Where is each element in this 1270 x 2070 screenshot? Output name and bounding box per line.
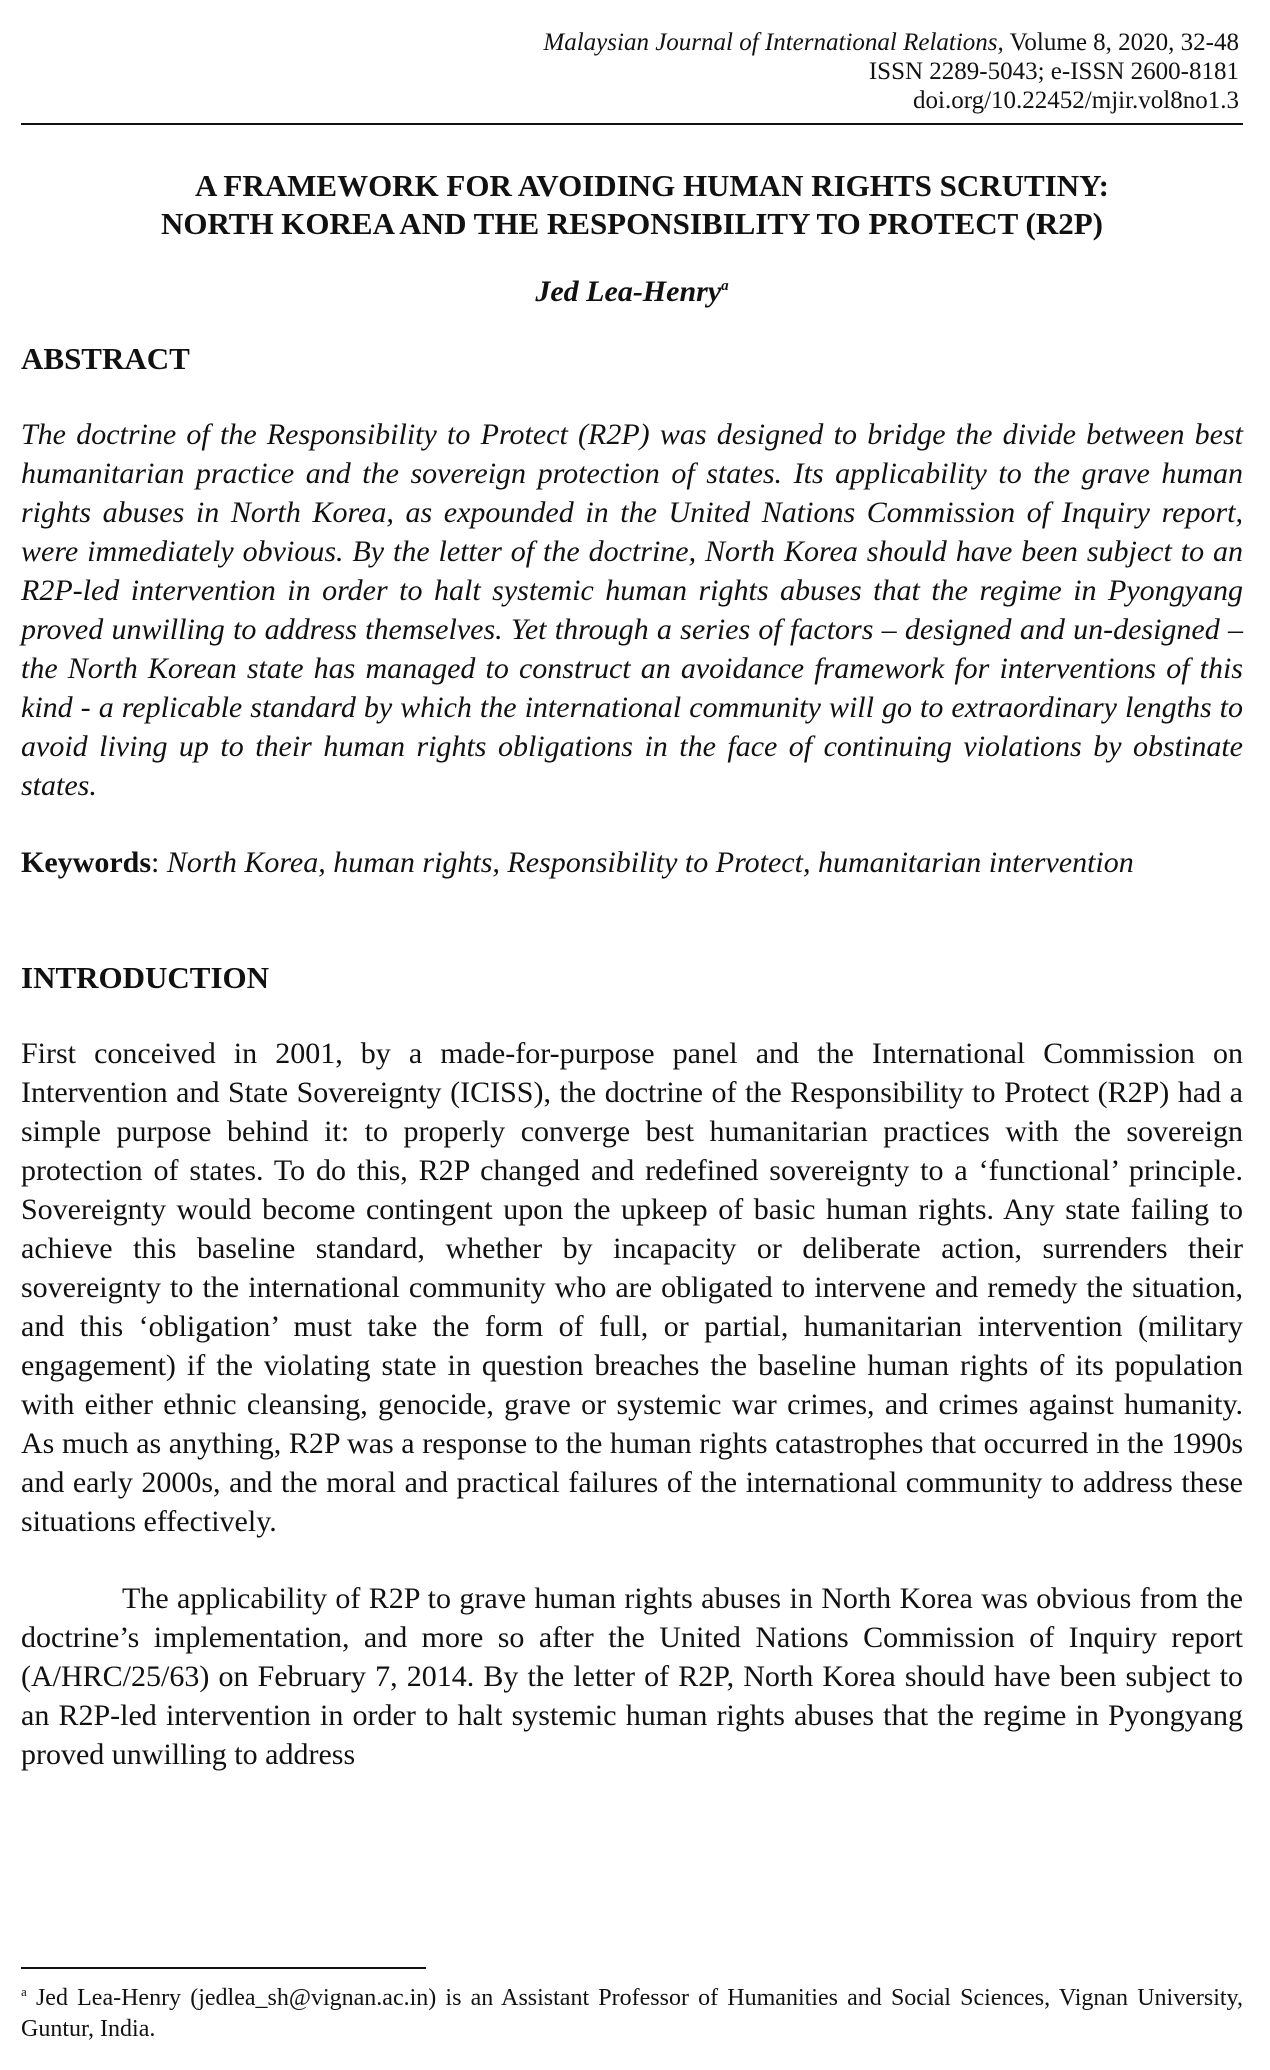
abstract-text: The doctrine of the Responsibility to Protect (R2P) was designed to bridge the divide between best humanitarian practice and the sovereign protection of states. Its applicability to the grave human rights abuses in North Korea, as expounded in the United Nations Commission of Inquiry report, were immediately obvious. By the letter of the doctrine, North Korea should have been subject to an R2P-led intervention in order to halt systemic human rights abuses that the regime in Pyongyang proved unwilling to address themselves. Yet through a series of factors – designed and un-designed – the North Korean state has managed to construct an avoidance framework for interventions of this kind - a replicable standard by which the international community will go to extraordinary lengths to avoid living up to their human rights obligations in the face of continuing violations by obstinate states. [21, 418, 1243, 802]
author-name: Jed Lea-Henry [535, 275, 722, 308]
introduction-paragraph-1: First conceived in 2001, by a made-for-purpose panel and the International Commission on Intervention and State Sovereignty (ICISS), the doctrine of the Responsibility to Protect (R2P) had a simple purpose behind it: to properly converge best humanitarian practices with the sovereign protection of states. To do this, R2P changed and redefined sovereignty to a ‘functional’ principle. Sovereignty would become contingent upon the upkeep of basic human rights. Any state failing to achieve this baseline standard, whether by incapacity or deliberate action, surrenders their sovereignty to the international community who are obligated to intervene and remedy the situation, and this ‘obligation’ must take the form of full, or partial, humanitarian intervention (military engagement) if the violating state in question breaches the baseline human rights of its population with either ethnic cleansing, genocide, grave or systemic war crimes, and crimes against humanity. As much as anything, R2P was a response to the human rights catastrophes that occurred in the 1990s and early 2000s, and the moral and practical failures of the international community to address these situations effectively. [21, 1037, 1243, 1538]
journal-volume: Volume 8, 2020, 32-48 [1003, 29, 1239, 56]
keywords [21, 843, 1243, 882]
doi-line[interactable]: doi.org/10.22452/mjir.vol8no1.3 [913, 87, 1239, 114]
footnote-rule [21, 1967, 426, 1969]
author-byline [21, 275, 1243, 309]
author-footnote [21, 1976, 1243, 2045]
article-page [21, 28, 1243, 1774]
author-footnote-mark[interactable]: a [721, 278, 729, 294]
journal-name: Malaysian Journal of International Relations, [543, 29, 1004, 56]
header-rule [21, 123, 1243, 125]
introduction-heading: INTRODUCTION [21, 960, 270, 995]
keywords-label: Keywords [21, 846, 151, 879]
journal-citation [21, 28, 1239, 57]
footnote-mark: a [21, 1984, 27, 1999]
running-header [21, 28, 1243, 115]
title-line-2: NORTH KOREA AND THE RESPONSIBILITY TO PROTECT (R2P) [160, 206, 1104, 241]
issn-line: ISSN 2289-5043; e-ISSN 2600-8181 [868, 58, 1239, 85]
article-title [21, 167, 1243, 243]
abstract-heading: ABSTRACT [21, 341, 190, 376]
title-line-1: A FRAMEWORK FOR AVOIDING HUMAN RIGHTS SCRUTINY: [195, 168, 1109, 203]
keywords-separator: : [151, 846, 167, 879]
introduction-paragraph-2: The applicability of R2P to grave human rights abuses in North Korea was obvious from the doctrine’s implementation, and more so after the United Nations Commission of Inquiry report (A/HRC/25/63) on February 7, 2014. By the letter of R2P, North Korea should have been subject to an R2P-led intervention in order to halt systemic human rights abuses that the regime in Pyongyang proved unwilling to address [21, 1582, 1243, 1771]
footnote-text: Jed Lea-Henry (jedlea_sh@vignan.ac.in) is an Assistant Professor of Humanities and Social Sciences, Vignan University, Guntur, India. [21, 1985, 1243, 2042]
keywords-list: North Korea, human rights, Responsibility to Protect, humanitarian intervention [166, 846, 1134, 879]
